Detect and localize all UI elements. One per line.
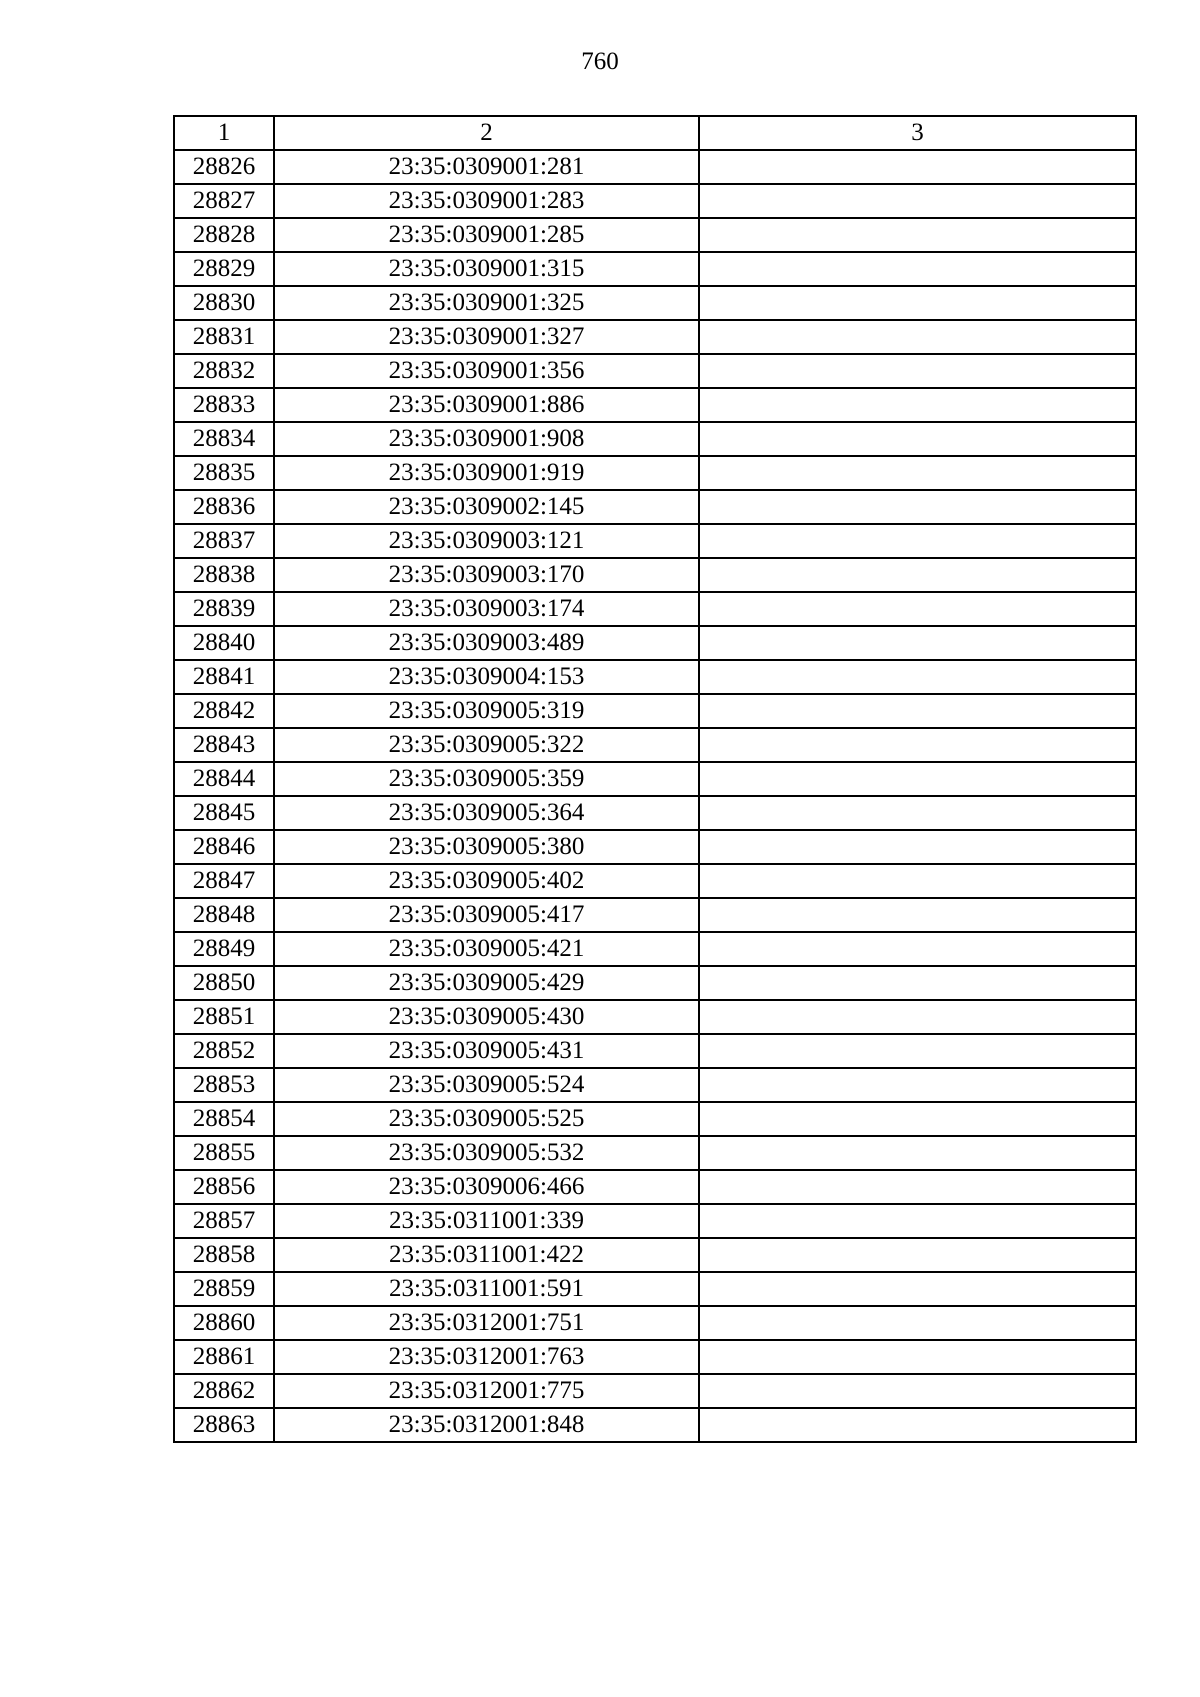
table-row	[174, 354, 1136, 388]
page-number: 760	[581, 48, 619, 75]
table-row	[174, 728, 1136, 762]
cadastral-number-cell: 23:35:0309005:380	[274, 830, 699, 864]
cadastral-number-cell: 23:35:0311001:339	[274, 1204, 699, 1238]
note-cell	[699, 1306, 1136, 1340]
table-row	[174, 966, 1136, 1000]
table-row	[174, 252, 1136, 286]
cadastral-number-cell: 23:35:0309005:532	[274, 1136, 699, 1170]
table-row	[174, 762, 1136, 796]
row-number-cell: 28832	[174, 354, 274, 388]
table-body	[174, 150, 1136, 1442]
table-row	[174, 592, 1136, 626]
note-cell	[699, 456, 1136, 490]
cadastral-number-cell: 23:35:0309005:525	[274, 1102, 699, 1136]
table-row	[174, 558, 1136, 592]
note-cell	[699, 150, 1136, 184]
row-number-cell: 28834	[174, 422, 274, 456]
row-number-cell: 28851	[174, 1000, 274, 1034]
note-cell	[699, 1204, 1136, 1238]
note-cell	[699, 966, 1136, 1000]
table-row	[174, 898, 1136, 932]
note-cell	[699, 1034, 1136, 1068]
cadastral-number-cell: 23:35:0309001:919	[274, 456, 699, 490]
row-number-cell: 28831	[174, 320, 274, 354]
note-cell	[699, 796, 1136, 830]
cadastral-number-cell: 23:35:0312001:763	[274, 1340, 699, 1374]
row-number-cell: 28853	[174, 1068, 274, 1102]
row-number-cell: 28846	[174, 830, 274, 864]
note-cell	[699, 184, 1136, 218]
row-number-cell: 28859	[174, 1272, 274, 1306]
table-row	[174, 830, 1136, 864]
cadastral-number-cell: 23:35:0309001:285	[274, 218, 699, 252]
note-cell	[699, 1272, 1136, 1306]
note-cell	[699, 728, 1136, 762]
cadastral-number-cell: 23:35:0309001:283	[274, 184, 699, 218]
row-number-cell: 28830	[174, 286, 274, 320]
row-number-cell: 28833	[174, 388, 274, 422]
note-cell	[699, 422, 1136, 456]
table-row	[174, 1136, 1136, 1170]
table-row	[174, 320, 1136, 354]
table-row	[174, 1204, 1136, 1238]
table-row	[174, 1034, 1136, 1068]
cadastral-number-cell: 23:35:0309004:153	[274, 660, 699, 694]
cadastral-number-cell: 23:35:0309005:430	[274, 1000, 699, 1034]
table-row	[174, 490, 1136, 524]
note-cell	[699, 524, 1136, 558]
row-number-cell: 28863	[174, 1408, 274, 1442]
cadastral-number-cell: 23:35:0309002:145	[274, 490, 699, 524]
row-number-cell: 28845	[174, 796, 274, 830]
table-row	[174, 150, 1136, 184]
row-number-cell: 28858	[174, 1238, 274, 1272]
cadastral-number-cell: 23:35:0312001:848	[274, 1408, 699, 1442]
row-number-cell: 28837	[174, 524, 274, 558]
table-row	[174, 660, 1136, 694]
cadastral-number-cell: 23:35:0309005:359	[274, 762, 699, 796]
table-row	[174, 1000, 1136, 1034]
row-number-cell: 28862	[174, 1374, 274, 1408]
table-row	[174, 1170, 1136, 1204]
row-number-cell: 28854	[174, 1102, 274, 1136]
cadastral-number-cell: 23:35:0309005:364	[274, 796, 699, 830]
row-number-cell: 28835	[174, 456, 274, 490]
row-number-cell: 28850	[174, 966, 274, 1000]
column-header-2: 2	[274, 116, 699, 150]
note-cell	[699, 864, 1136, 898]
cadastral-number-cell: 23:35:0309005:417	[274, 898, 699, 932]
table-row	[174, 932, 1136, 966]
note-cell	[699, 1238, 1136, 1272]
row-number-cell: 28848	[174, 898, 274, 932]
table-row	[174, 286, 1136, 320]
note-cell	[699, 1000, 1136, 1034]
note-cell	[699, 354, 1136, 388]
cadastral-number-cell: 23:35:0309005:524	[274, 1068, 699, 1102]
cadastral-number-cell: 23:35:0309005:431	[274, 1034, 699, 1068]
table-row	[174, 524, 1136, 558]
cadastral-number-cell: 23:35:0309003:174	[274, 592, 699, 626]
note-cell	[699, 286, 1136, 320]
column-header-3: 3	[699, 116, 1136, 150]
note-cell	[699, 762, 1136, 796]
row-number-cell: 28855	[174, 1136, 274, 1170]
cadastral-number-cell: 23:35:0311001:591	[274, 1272, 699, 1306]
cadastral-number-cell: 23:35:0309005:402	[274, 864, 699, 898]
column-header-1: 1	[174, 116, 274, 150]
table-row	[174, 184, 1136, 218]
row-number-cell: 28838	[174, 558, 274, 592]
note-cell	[699, 252, 1136, 286]
table-row	[174, 388, 1136, 422]
cadastral-number-cell: 23:35:0312001:751	[274, 1306, 699, 1340]
note-cell	[699, 1068, 1136, 1102]
table-row	[174, 796, 1136, 830]
table-row	[174, 694, 1136, 728]
row-number-cell: 28827	[174, 184, 274, 218]
note-cell	[699, 1340, 1136, 1374]
cadastral-number-cell: 23:35:0309001:886	[274, 388, 699, 422]
note-cell	[699, 218, 1136, 252]
cadastral-number-cell: 23:35:0309001:908	[274, 422, 699, 456]
note-cell	[699, 898, 1136, 932]
row-number-cell: 28836	[174, 490, 274, 524]
row-number-cell: 28844	[174, 762, 274, 796]
cadastral-number-cell: 23:35:0309001:356	[274, 354, 699, 388]
cadastral-number-cell: 23:35:0309001:325	[274, 286, 699, 320]
registry-table	[173, 115, 1137, 1443]
table-row	[174, 1340, 1136, 1374]
table-row	[174, 1068, 1136, 1102]
cadastral-number-cell: 23:35:0309001:281	[274, 150, 699, 184]
cadastral-number-cell: 23:35:0309001:315	[274, 252, 699, 286]
note-cell	[699, 830, 1136, 864]
table-header-row	[174, 116, 1136, 150]
cadastral-number-cell: 23:35:0311001:422	[274, 1238, 699, 1272]
row-number-cell: 28860	[174, 1306, 274, 1340]
note-cell	[699, 1374, 1136, 1408]
table-row	[174, 1374, 1136, 1408]
table-row	[174, 1102, 1136, 1136]
note-cell	[699, 558, 1136, 592]
note-cell	[699, 1102, 1136, 1136]
row-number-cell: 28840	[174, 626, 274, 660]
row-number-cell: 28826	[174, 150, 274, 184]
cadastral-number-cell: 23:35:0309001:327	[274, 320, 699, 354]
cadastral-number-cell: 23:35:0309005:322	[274, 728, 699, 762]
table-row	[174, 456, 1136, 490]
note-cell	[699, 1408, 1136, 1442]
cadastral-number-cell: 23:35:0309003:170	[274, 558, 699, 592]
note-cell	[699, 388, 1136, 422]
row-number-cell: 28849	[174, 932, 274, 966]
table-row	[174, 1238, 1136, 1272]
row-number-cell: 28839	[174, 592, 274, 626]
cadastral-number-cell: 23:35:0309003:489	[274, 626, 699, 660]
row-number-cell: 28861	[174, 1340, 274, 1374]
row-number-cell: 28847	[174, 864, 274, 898]
row-number-cell: 28842	[174, 694, 274, 728]
row-number-cell: 28852	[174, 1034, 274, 1068]
row-number-cell: 28843	[174, 728, 274, 762]
cadastral-number-cell: 23:35:0312001:775	[274, 1374, 699, 1408]
cadastral-number-cell: 23:35:0309005:319	[274, 694, 699, 728]
table-row	[174, 1272, 1136, 1306]
row-number-cell: 28828	[174, 218, 274, 252]
table-row	[174, 218, 1136, 252]
table-row	[174, 422, 1136, 456]
table-row	[174, 1408, 1136, 1442]
note-cell	[699, 660, 1136, 694]
row-number-cell: 28841	[174, 660, 274, 694]
table-row	[174, 1306, 1136, 1340]
row-number-cell: 28857	[174, 1204, 274, 1238]
note-cell	[699, 490, 1136, 524]
note-cell	[699, 932, 1136, 966]
table-row	[174, 626, 1136, 660]
row-number-cell: 28856	[174, 1170, 274, 1204]
cadastral-number-cell: 23:35:0309006:466	[274, 1170, 699, 1204]
cadastral-number-cell: 23:35:0309005:429	[274, 966, 699, 1000]
note-cell	[699, 320, 1136, 354]
cadastral-number-cell: 23:35:0309003:121	[274, 524, 699, 558]
note-cell	[699, 694, 1136, 728]
cadastral-number-cell: 23:35:0309005:421	[274, 932, 699, 966]
note-cell	[699, 626, 1136, 660]
note-cell	[699, 1170, 1136, 1204]
note-cell	[699, 1136, 1136, 1170]
row-number-cell: 28829	[174, 252, 274, 286]
table-row	[174, 864, 1136, 898]
note-cell	[699, 592, 1136, 626]
